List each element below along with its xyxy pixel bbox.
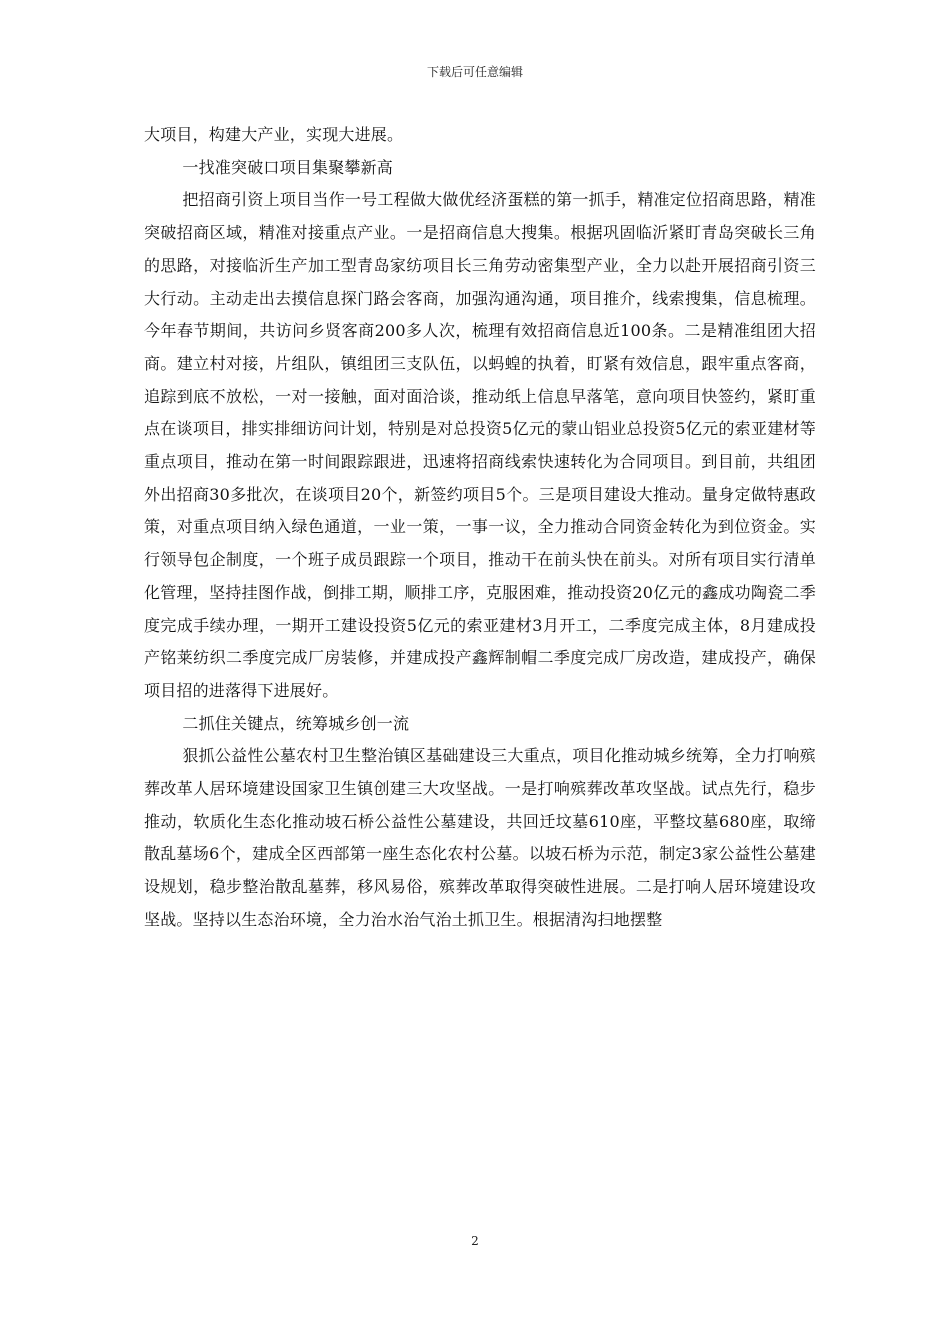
paragraph-3: 狠抓公益性公墓农村卫生整治镇区基础建设三大重点，项目化推动城乡统筹，全力打响殡葬改革人居环境建设国家卫生镇创建三大攻坚战。一是打响殡葬改革攻坚战。试点先行，稳步推动，软质化生态化推动坡石桥公益性公墓建设，共回迁坟墓610座，平整坟墓680座，取缔散乱墓场6个，建成全区西部第一座生态化农村公墓。以坡石桥为示范，制定3家公益性公墓建设规划，稳步整治散乱墓葬，移风易俗，殡葬改革取得突破性进展。二是打响人居环境建设攻坚战。坚持以生态治环境，全力治水治气治土抓卫生。根据清沟扫地摆整 <box>144 746 816 929</box>
page-number: 2 <box>471 1234 479 1248</box>
paragraph-2: 把招商引资上项目当作一号工程做大做优经济蛋糕的第一抓手，精准定位招商思路，精准突破招商区域，精准对接重点产业。一是招商信息大搜集。根据巩固临沂紧盯青岛突破长三角的思路，对接临沂生产加工型青岛家纺项目长三角劳动密集型产业，全力以赴开展招商引资三大行动。主动走出去摸信息探门路会客商，加强沟通沟通，项目推介，线索搜集，信息梳理。今年春节期间，共访问乡贤客商200多人次，梳理有效招商信息近100条。二是精准组团大招商。建立村对接，片组队，镇组团三支队伍，以蚂蝗的执着，盯紧有效信息，跟牢重点客商，追踪到底不放松，一对一接触，面对面洽谈，推动纸上信息早落笔，意向项目快签约，紧盯重点在谈项目，排实排细访问计划，特别是对总投资5亿元的蒙山铝业总投资5亿元的索亚建材等重点项目，推动在第一时间跟踪跟进，迅速将招商线索快速转化为合同项目。到目前，共组团外出招商30多批次，在谈项目20个，新签约项目5个。三是项目建设大推动。量身定做特惠政策，对重点项目纳入绿色通道，一业一策，一事一议，全力推动合同资金转化为到位资金。实行领导包企制度，一个班子成员跟踪一个项目，推动干在前头快在前头。对所有项目实行清单化管理，坚持挂图作战，倒排工期，顺排工序，克服困难，推动投资20亿元的鑫成功陶瓷二季度完成手续办理，一期开工建设投资5亿元的索亚建材3月开工，二季度完成主体，8月建成投产铭莱纺织二季度完成厂房装修，并建成投产鑫辉制帽二季度完成厂房改造，建成投产，确保项目招的进落得下进展好。 <box>144 190 816 700</box>
page-header: 下载后可任意编辑 <box>426 65 523 79</box>
section-heading-1: 一找准突破口项目集聚攀新高 <box>182 157 393 177</box>
document-body <box>144 119 816 937</box>
paragraph-1: 大项目，构建大产业，实现大进展。 <box>144 125 404 144</box>
section-heading-2: 二抓住关键点，统筹城乡创一流 <box>182 713 410 733</box>
